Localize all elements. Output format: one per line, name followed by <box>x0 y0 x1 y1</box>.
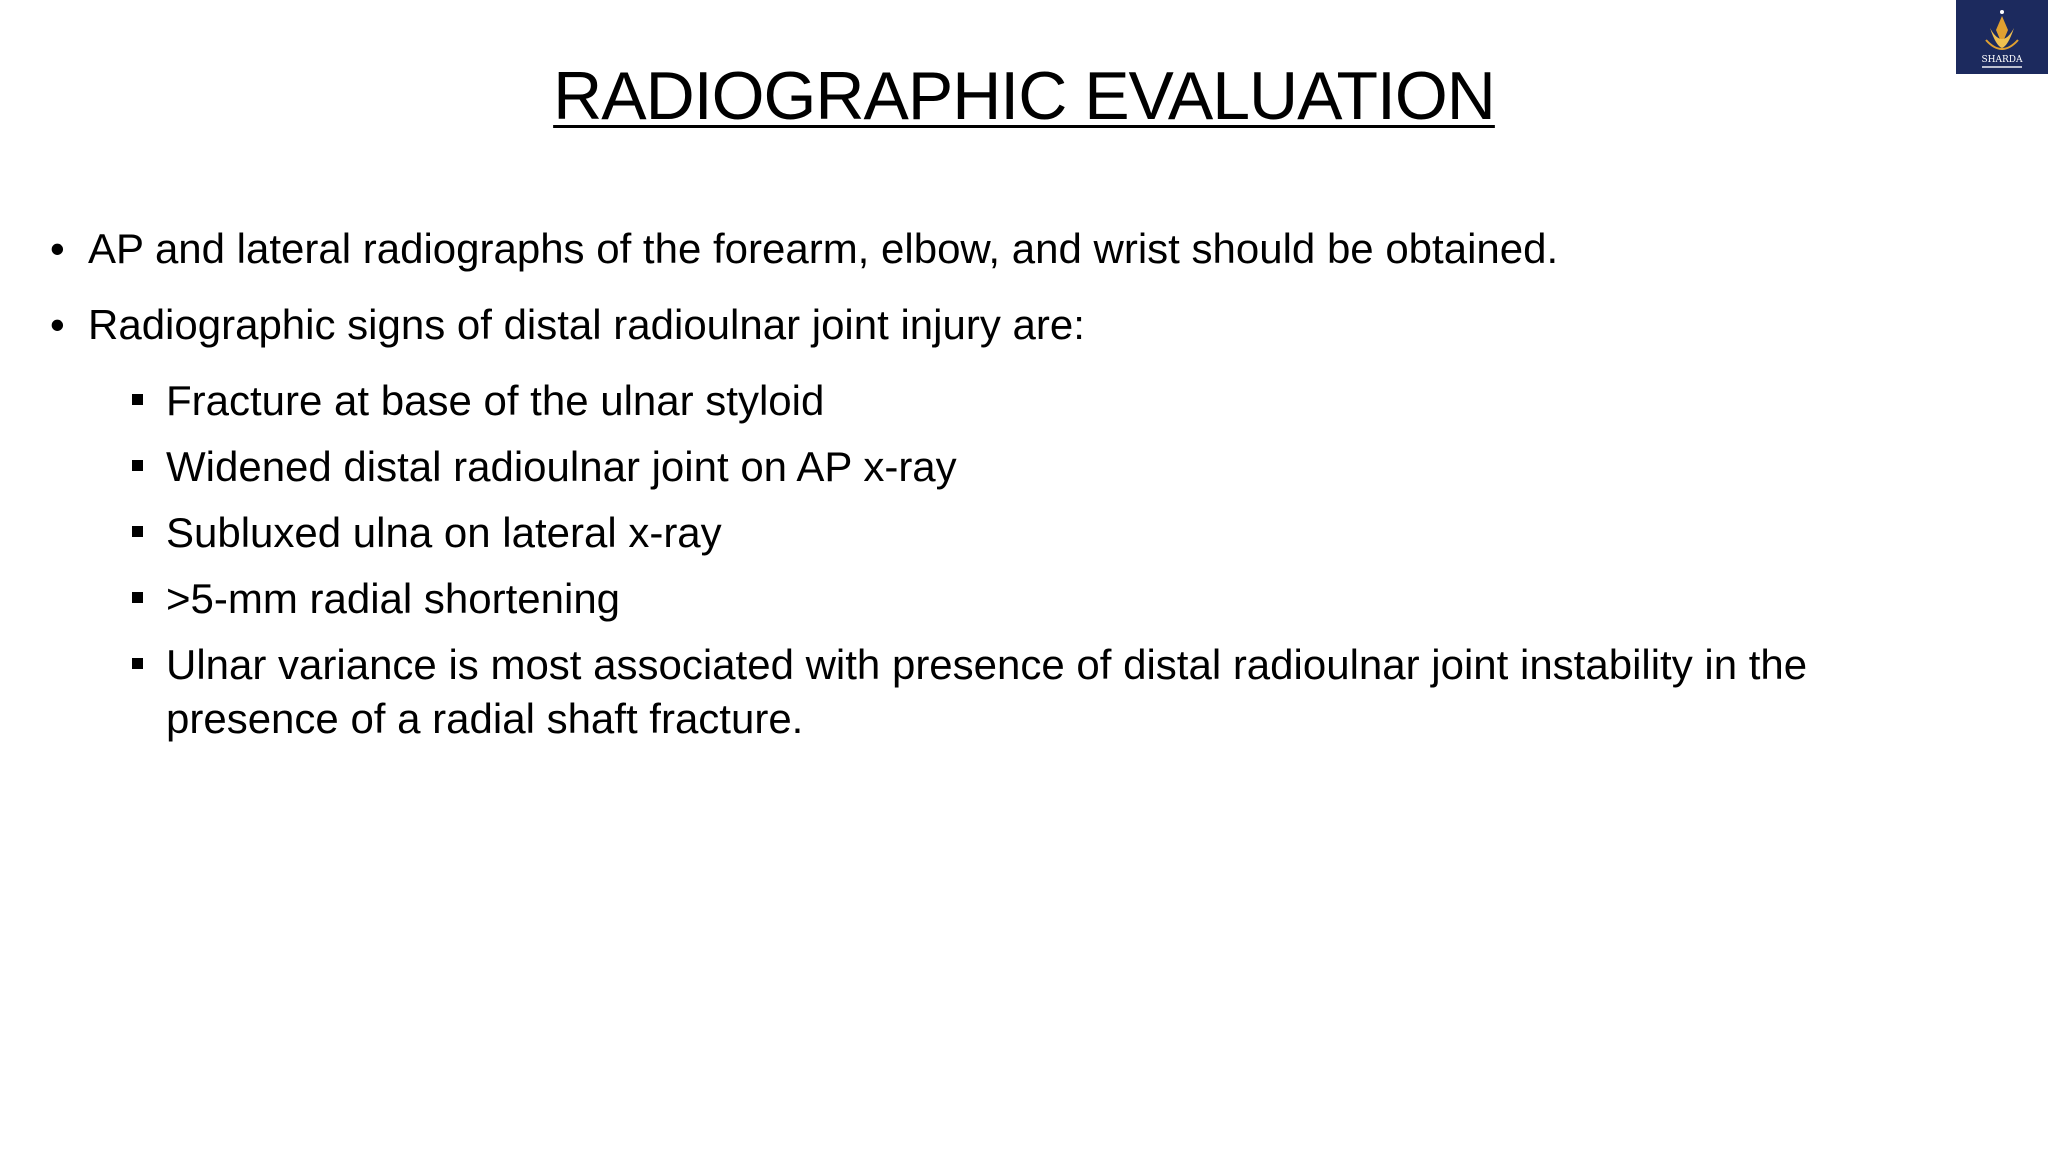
bullet-list <box>48 222 1988 758</box>
square-bullet-icon <box>132 592 143 603</box>
square-bullet-icon <box>132 526 143 537</box>
bullet-text: AP and lateral radiographs of the forearm, elbow, and wrist should be obtained. <box>88 225 1559 272</box>
sub-bullet-list <box>48 374 1988 746</box>
square-bullet-icon <box>132 394 143 405</box>
sub-bullet-text: Subluxed ulna on lateral x-ray <box>166 509 722 556</box>
slide-title: RADIOGRAPHIC EVALUATION <box>553 58 1495 134</box>
bullet-item <box>48 222 1988 276</box>
round-bullet-icon: • <box>50 225 65 272</box>
university-logo-icon <box>1956 0 2048 74</box>
sub-bullet-item <box>124 572 1988 626</box>
sub-bullet-text: >5-mm radial shortening <box>166 575 621 622</box>
square-bullet-icon <box>132 658 143 669</box>
sub-bullet-item <box>124 440 1988 494</box>
logo-graphic <box>1956 0 2048 74</box>
square-bullet-icon <box>132 460 143 471</box>
sub-bullet-text: Widened distal radioulnar joint on AP x-ray <box>166 443 957 490</box>
sub-bullet-item <box>124 374 1988 428</box>
sub-bullet-item <box>124 506 1988 560</box>
sub-bullet-text: Ulnar variance is most associated with presence of distal radioulnar joint instability in the presence of a radial shaft fracture. <box>166 641 1808 742</box>
bullet-text: Radiographic signs of distal radioulnar joint injury are: <box>88 301 1085 348</box>
logo-text: SHARDA <box>1981 55 2023 65</box>
bullet-item <box>48 298 1988 352</box>
sub-bullet-item <box>124 638 1988 746</box>
sub-bullet-text: Fracture at base of the ulnar styloid <box>166 377 825 424</box>
round-bullet-icon: • <box>50 301 65 348</box>
